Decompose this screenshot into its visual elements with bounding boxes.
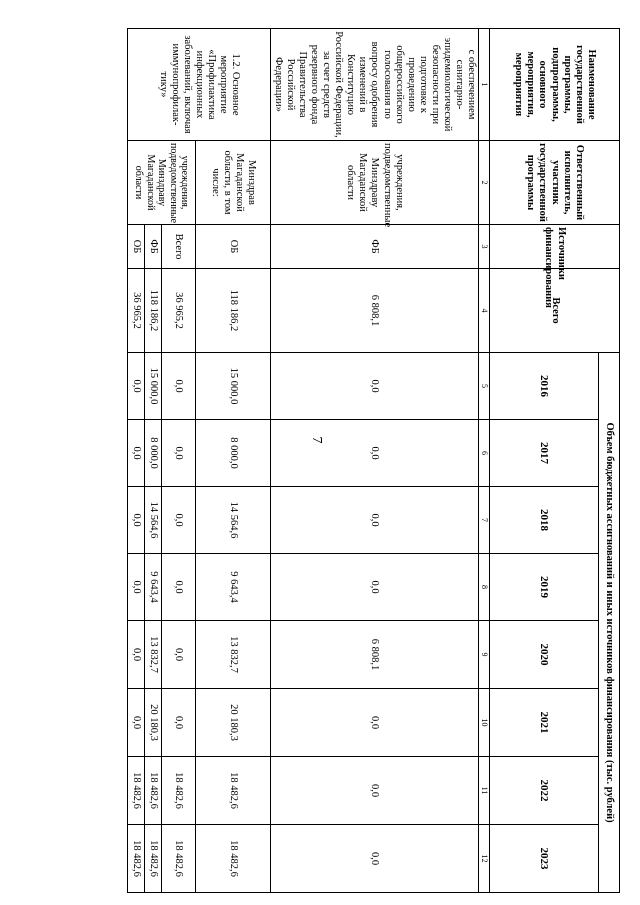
row-name: 1.2. Основное мероприятие «Профилактика инфекционных заболеваний, включая иммунопрофилак-тику» (127, 29, 270, 141)
row-total: 118 186,2 (195, 269, 270, 353)
row-value: 18 482,6 (144, 757, 161, 825)
table-row (270, 29, 478, 893)
row-value: 13 832,7 (144, 621, 161, 689)
column-number: 3 (479, 225, 490, 269)
row-value: 14 564,6 (195, 487, 270, 554)
row-source: Всего (161, 225, 195, 269)
row-value: 18 482,6 (144, 825, 161, 893)
row-value: 13 832,7 (195, 621, 270, 689)
column-number: 11 (479, 757, 490, 825)
row-value: 0,0 (270, 689, 478, 757)
row-value: 0,0 (270, 825, 478, 893)
row-source: ОБ (127, 225, 144, 269)
header-year: 2021 (490, 689, 599, 757)
row-value: 0,0 (127, 689, 144, 757)
row-source: ОБ (195, 225, 270, 269)
row-value: 0,0 (127, 621, 144, 689)
row-total: 118 186,2 (144, 269, 161, 353)
header-year: 2020 (490, 621, 599, 689)
column-number: 9 (479, 621, 490, 689)
row-value: 18 482,6 (195, 825, 270, 893)
header-year: 2019 (490, 554, 599, 621)
header-year: 2018 (490, 487, 599, 554)
row-value: 0,0 (270, 757, 478, 825)
column-number: 12 (479, 825, 490, 893)
row-value: 0,0 (127, 487, 144, 554)
row-value: 15 000,0 (144, 353, 161, 420)
funding-table-container (127, 28, 620, 892)
row-value: 0,0 (270, 487, 478, 554)
header-year: 2023 (490, 825, 599, 893)
row-value: 0,0 (161, 554, 195, 621)
row-value: 8 000,0 (195, 420, 270, 487)
header-funding-group: Объем бюджетных ассигнований и иных источников финансирования (тыс. рублей) (599, 353, 620, 893)
row-value: 18 482,6 (127, 757, 144, 825)
column-number: 10 (479, 689, 490, 757)
column-number: 2 (479, 141, 490, 225)
column-number: 6 (479, 420, 490, 487)
row-value: 0,0 (161, 487, 195, 554)
row-source: ФБ (144, 225, 161, 269)
header-source: Источники финансирования (490, 225, 620, 269)
row-value: 0,0 (127, 353, 144, 420)
row-value: 0,0 (270, 353, 478, 420)
row-value: 9 643,4 (195, 554, 270, 621)
row-value: 18 482,6 (161, 757, 195, 825)
row-value: 18 482,6 (127, 825, 144, 893)
header-name: Наименование государственной программы, подпрограммы, основного мероприятия, мероприятия (490, 29, 620, 141)
column-number: 4 (479, 269, 490, 353)
page-number: 7 (309, 436, 324, 444)
row-value: 14 564,6 (144, 487, 161, 554)
header-year: 2016 (490, 353, 599, 420)
column-number: 7 (479, 487, 490, 554)
row-value: 0,0 (161, 689, 195, 757)
row-value: 20 180,3 (195, 689, 270, 757)
row-value: 0,0 (161, 621, 195, 689)
row-value: 0,0 (270, 554, 478, 621)
row-responsible: Минздрав Магаданской области, в том числе: (195, 141, 270, 225)
row-value: 18 482,6 (161, 825, 195, 893)
row-value: 18 482,6 (195, 757, 270, 825)
row-value: 0,0 (161, 353, 195, 420)
row-total: 36 965,2 (161, 269, 195, 353)
row-value: 15 000,0 (195, 353, 270, 420)
row-value: 8 000,0 (144, 420, 161, 487)
row-value: 6 808,1 (270, 621, 478, 689)
row-source: ФБ (270, 225, 478, 269)
header-year: 2022 (490, 757, 599, 825)
row-value: 20 180,3 (144, 689, 161, 757)
row-responsible: учреждения, подведомственные Минздраву Магаданской области (127, 141, 195, 225)
column-number: 5 (479, 353, 490, 420)
column-number: 1 (479, 29, 490, 141)
header-total: Всего (490, 269, 620, 353)
row-value: 0,0 (127, 420, 144, 487)
row-name: с обеспечением санитарно-эпидемиологической безопасности при подготовке к проведению общероссийского голосования по вопросу одобрения изменений в Конституцию Российской Федерации, за счет средств резервного фонда Правительства Российской Федерации» (270, 29, 478, 141)
column-number: 8 (479, 554, 490, 621)
row-responsible: учреждения, подведомственные Минздраву Магаданской области (270, 141, 478, 225)
header-responsible: Ответственный исполнитель, участник государственной программы (490, 141, 620, 225)
header-year: 2017 (490, 420, 599, 487)
row-value: 0,0 (270, 420, 478, 487)
row-total: 36 965,2 (127, 269, 144, 353)
funding-table (127, 28, 620, 893)
row-total: 6 808,1 (270, 269, 478, 353)
table-row (195, 29, 270, 893)
row-value: 0,0 (127, 554, 144, 621)
row-value: 0,0 (161, 420, 195, 487)
row-value: 9 643,4 (144, 554, 161, 621)
table-row (161, 29, 195, 893)
